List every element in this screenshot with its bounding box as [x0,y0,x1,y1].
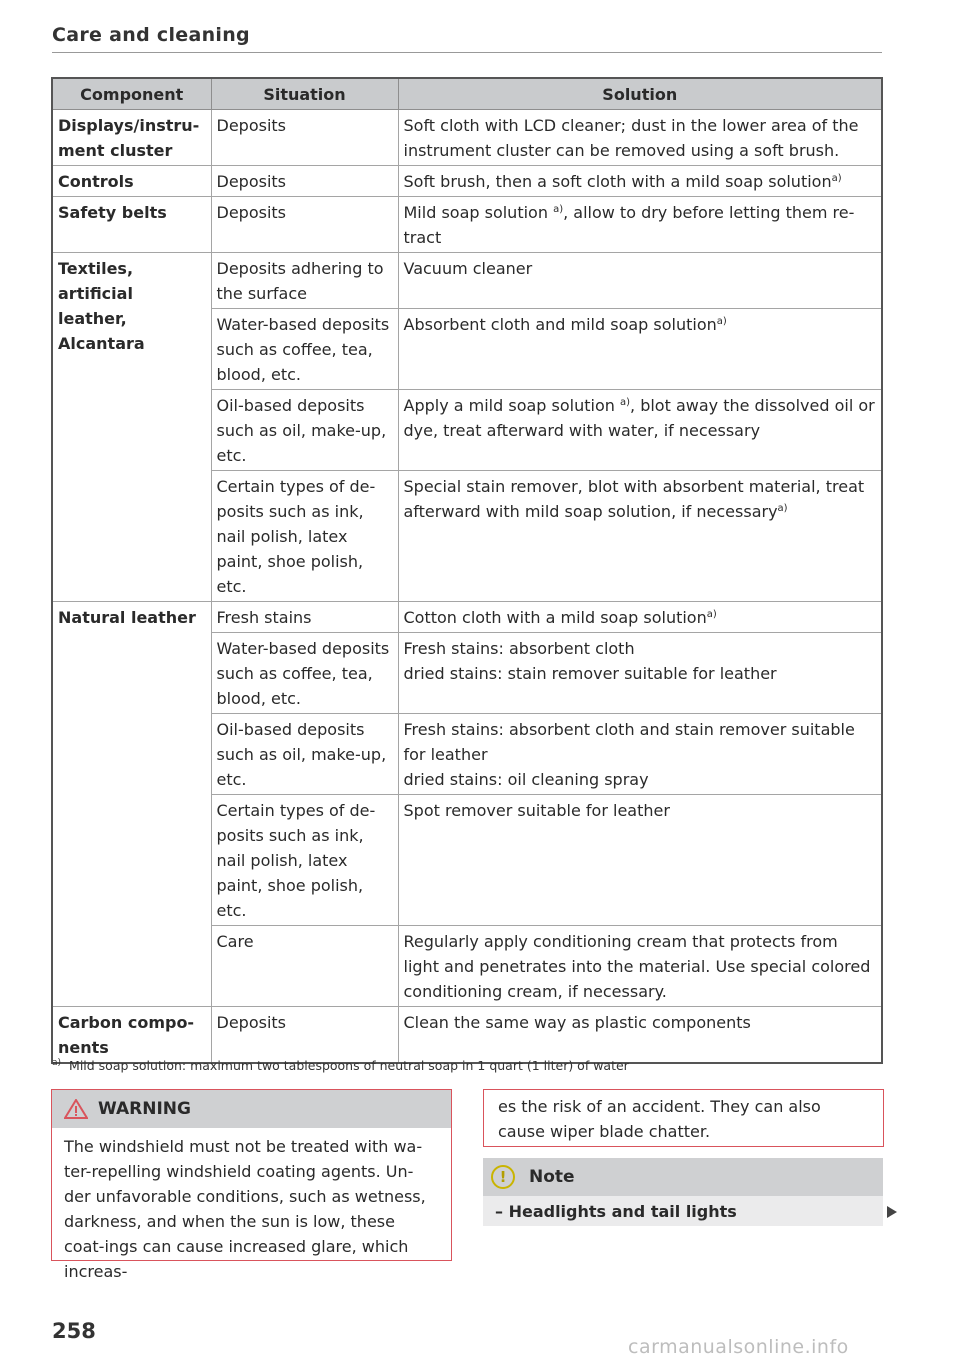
cleaning-table [51,77,883,1064]
warning-continued: es the risk of an accident. They can also cause wiper blade chatter. [483,1089,884,1147]
component-cell: Natural leather [52,602,211,1007]
component-cell: Displays/instru- ment cluster [52,110,211,166]
solution-cell: Fresh stains: absorbent cloth dried stains: stain remover suitable for leather [398,633,882,714]
warning-triangle-icon [64,1099,88,1119]
footnote [52,1058,629,1073]
situation-cell: Certain types of de-posits such as ink, nail polish, latex paint, shoe polish, etc. [211,471,398,602]
component-cell: Textiles, artificial leather, Alcantara [52,253,211,602]
solution-cell: Special stain remover, blot with absorbent material, treat afterward with mild soap solution, if necessary$^{a)}$ [398,471,882,602]
table-row [52,197,882,253]
continue-arrow-icon [887,1206,897,1218]
table-row [52,1007,882,1064]
solution-cell: Soft brush, then a soft cloth with a mild soap solution$^{a)}$ [398,166,882,197]
solution-cell: Apply a mild soap solution $^{a)}$, blot away the dissolved oil or dye, treat afterward with water, if necessary [398,390,882,471]
footnote-text: Mild soap solution: maximum two tablespoons of neutral soap in 1 quart (1 liter) of water [69,1058,629,1073]
warning-text: The windshield must not be treated with wa-ter-repelling windshield coating agents. Un-der unfavorable conditions, such as wetness, darkness, and when the sun is low, these coat-ings can cause increased glare, which increas- [64,1137,426,1281]
table-row [52,110,882,166]
component-cell: Carbon compo- nents [52,1007,211,1064]
situation-cell: Oil-based deposits such as oil, make-up, etc. [211,390,398,471]
note-box [483,1158,883,1226]
note-item: – Headlights and tail lights [483,1196,883,1226]
component-cell: Safety belts [52,197,211,253]
warning-box [51,1089,452,1281]
column-header-solution: Solution [398,78,882,110]
table-row [52,253,882,309]
table-row [52,602,882,633]
situation-cell: Fresh stains [211,602,398,633]
situation-cell: Deposits [211,110,398,166]
situation-cell: Water-based deposits such as coffee, tea, blood, etc. [211,309,398,390]
footnote-marker: a) [52,1058,62,1068]
solution-cell: Clean the same way as plastic components [398,1007,882,1064]
solution-cell: Cotton cloth with a mild soap solution$^{a)}$ [398,602,882,633]
solution-cell: Soft cloth with LCD cleaner; dust in the lower area of the instrument cluster can be removed using a soft brush. [398,110,882,166]
warning-header [52,1090,451,1128]
solution-cell: Absorbent cloth and mild soap solution$^{a)}$ [398,309,882,390]
situation-cell: Care [211,926,398,1007]
solution-cell: Vacuum cleaner [398,253,882,309]
component-cell: Controls [52,166,211,197]
column-header-situation: Situation [211,78,398,110]
situation-cell: Deposits adhering to the surface [211,253,398,309]
note-title: Note [529,1167,575,1187]
situation-cell: Oil-based deposits such as oil, make-up, etc. [211,714,398,795]
situation-cell: Certain types of de-posits such as ink, nail polish, latex paint, shoe polish, etc. [211,795,398,926]
solution-cell: Regularly apply conditioning cream that protects from light and penetrates into the material. Use special colored conditioning cream, if necessary. [398,926,882,1007]
note-info-icon: ! [491,1165,515,1189]
watermark: carmanualsonline.info [628,1336,849,1358]
solution-cell: Mild soap solution $^{a)}$, allow to dry before letting them re-tract [398,197,882,253]
section-header [52,24,882,53]
situation-cell: Deposits [211,197,398,253]
solution-cell: Spot remover suitable for leather [398,795,882,926]
note-header [483,1158,883,1196]
column-header-component: Component [52,78,211,110]
page-number: 258 [52,1319,96,1343]
table-header-row [52,78,882,110]
section-title: Care and cleaning [52,24,250,46]
table-row [52,166,882,197]
warning-title: WARNING [98,1099,191,1119]
situation-cell: Water-based deposits such as coffee, tea, blood, etc. [211,633,398,714]
solution-cell: Fresh stains: absorbent cloth and stain remover suitable for leather dried stains: oil cleaning spray [398,714,882,795]
situation-cell: Deposits [211,1007,398,1064]
situation-cell: Deposits [211,166,398,197]
